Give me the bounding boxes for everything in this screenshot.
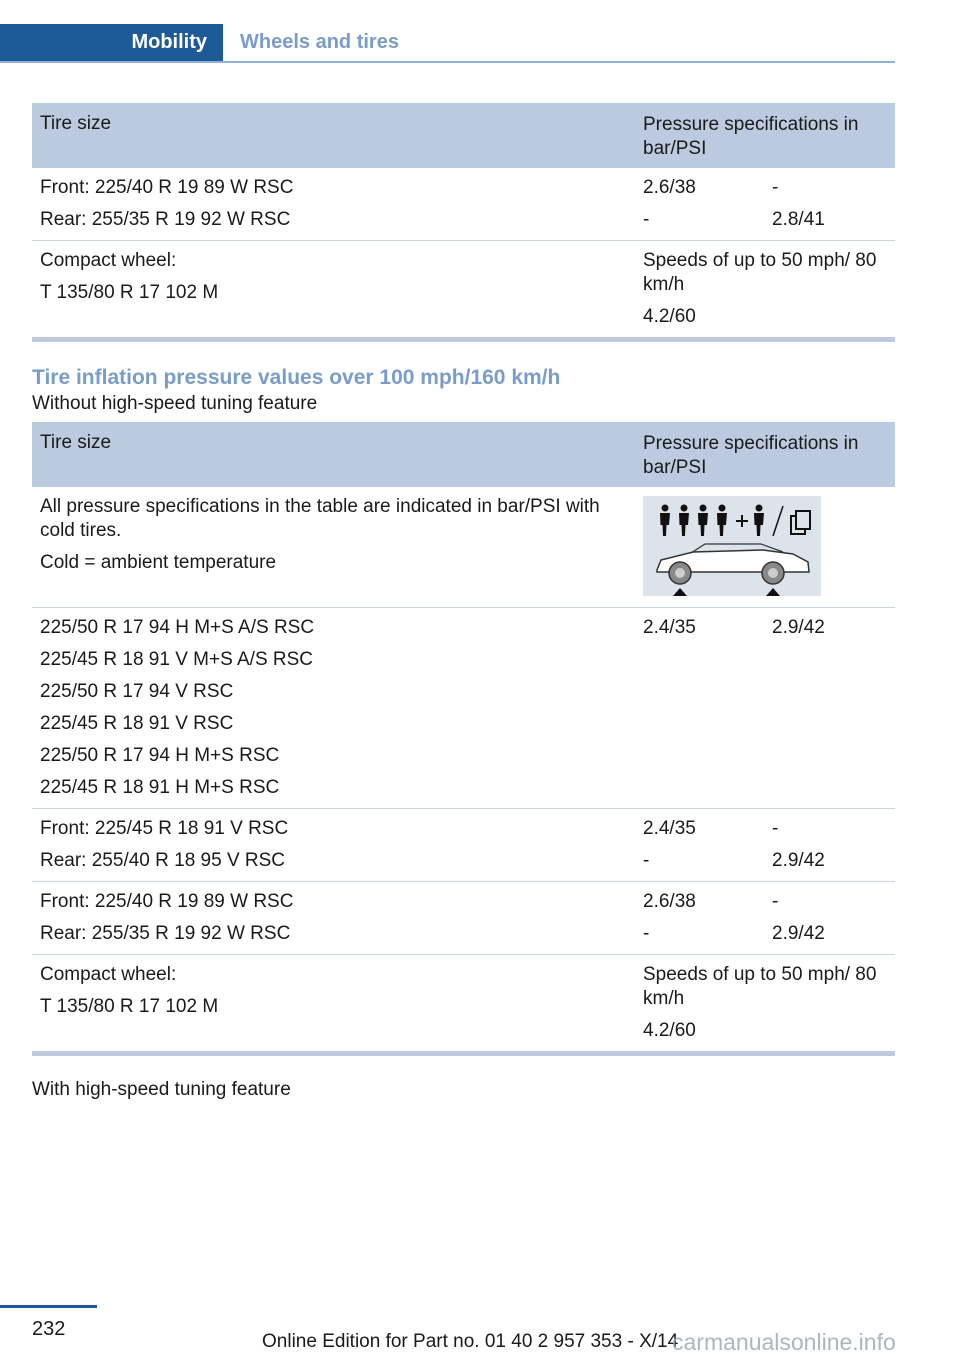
cold-definition-note: Cold = ambient temperature [40, 552, 277, 573]
pressure-table-1 [32, 103, 895, 342]
pressure-loaded-cell [772, 817, 892, 881]
tire-size-line: T 135/80 R 17 102 M [40, 282, 219, 303]
tire-size-line: Front: 225/45 R 18 91 V RSC [40, 818, 289, 839]
table-row [32, 168, 895, 241]
table-row [32, 809, 895, 882]
compact-wheel-pressure-cell [643, 963, 888, 1051]
edition-footer: Online Edition for Part no. 01 40 2 957 353 - X/14 [262, 1331, 679, 1352]
pressure-loaded-cell [772, 616, 892, 648]
pressure-normal-cell [643, 176, 763, 240]
table-bottom-rule [32, 337, 895, 342]
pressure-table-2 [32, 422, 895, 1056]
page-header [0, 24, 895, 62]
table-row [32, 608, 895, 809]
chapter-tab[interactable]: Wheels and tires [240, 31, 399, 53]
watermark: carmanualsonline.info [672, 1329, 896, 1355]
tire-size-line: Compact wheel: [40, 250, 177, 271]
note-cell [40, 495, 630, 583]
pressure-value: - [772, 891, 779, 912]
pressure-value: 2.9/42 [772, 617, 825, 638]
col-tire-size-header: Tire size [40, 113, 112, 134]
tire-size-cell [40, 890, 630, 954]
pressure-value: - [772, 818, 779, 839]
section-heading: Tire inflation pressure values over 100 mph/160 km/h [32, 366, 561, 389]
pressure-value: 2.4/35 [643, 617, 696, 638]
table-row [32, 487, 895, 608]
tire-size-line: 225/45 R 18 91 H M+S RSC [40, 777, 280, 798]
pressure-value: 2.4/35 [643, 818, 696, 839]
page-number-rule [0, 1305, 97, 1308]
table-row [32, 882, 895, 955]
pressure-loaded-cell [772, 890, 892, 954]
subheading-without-tuning: Without high-speed tuning feature [32, 393, 318, 414]
tire-size-line: Rear: 255/35 R 19 92 W RSC [40, 923, 291, 944]
pressure-loaded-cell [772, 176, 892, 240]
pressure-value: - [643, 209, 650, 230]
pressure-value: 4.2/60 [643, 306, 696, 327]
section-tab[interactable] [0, 24, 223, 61]
pressure-normal-cell [643, 616, 763, 648]
subheading-with-tuning: With high-speed tuning feature [32, 1079, 291, 1100]
cold-tires-note: All pressure specifications in the table are indicated in bar/PSI with cold tires. [40, 496, 600, 541]
pressure-value: - [772, 177, 779, 198]
pressure-value: 2.9/42 [772, 850, 825, 871]
pressure-value: 4.2/60 [643, 1020, 696, 1041]
table-row [32, 241, 895, 337]
pressure-value: - [643, 850, 650, 871]
tire-size-cell [40, 249, 630, 313]
tire-size-cell [40, 963, 630, 1027]
pressure-value: - [643, 923, 650, 944]
tire-size-line: Front: 225/40 R 19 89 W RSC [40, 177, 294, 198]
tire-size-line: 225/50 R 17 94 H M+S RSC [40, 745, 280, 766]
load-condition-illustration [643, 496, 821, 596]
tire-size-line: T 135/80 R 17 102 M [40, 996, 219, 1017]
tire-size-line: 225/50 R 17 94 H M+S A/S RSC [40, 617, 315, 638]
tire-size-cell [40, 616, 630, 808]
tire-size-cell [40, 176, 630, 240]
tire-size-line: Compact wheel: [40, 964, 177, 985]
header-divider [0, 61, 895, 63]
table-row [32, 955, 895, 1051]
compact-wheel-pressure-cell [643, 249, 888, 337]
speed-limit-note: Speeds of up to 50 mph/ 80 km/h [643, 964, 877, 1009]
pressure-normal-cell [643, 817, 763, 881]
col-tire-size-header: Tire size [40, 432, 112, 453]
pressure-normal-cell [643, 890, 763, 954]
pressure-value: 2.8/41 [772, 209, 825, 230]
tire-size-line: Rear: 255/35 R 19 92 W RSC [40, 209, 291, 230]
tire-size-line: 225/45 R 18 91 V M+S A/S RSC [40, 649, 314, 670]
tire-size-line: Rear: 255/40 R 18 95 V RSC [40, 850, 286, 871]
table-header [32, 422, 895, 487]
occupants-car-icon [643, 496, 821, 596]
pressure-value: 2.9/42 [772, 923, 825, 944]
table-bottom-rule [32, 1051, 895, 1056]
col-pressure-header: Pressure specifications in bar/PSI [643, 114, 859, 159]
pressure-value: 2.6/38 [643, 891, 696, 912]
section-label: Mobility [131, 31, 207, 53]
speed-limit-note: Speeds of up to 50 mph/ 80 km/h [643, 250, 877, 295]
tire-size-cell [40, 817, 630, 881]
tire-size-line: Front: 225/40 R 19 89 W RSC [40, 891, 294, 912]
page-number: 232 [32, 1318, 66, 1340]
pressure-value: 2.6/38 [643, 177, 696, 198]
table-header [32, 103, 895, 168]
tire-size-line: 225/45 R 18 91 V RSC [40, 713, 234, 734]
col-pressure-header: Pressure specifications in bar/PSI [643, 433, 859, 478]
tire-size-line: 225/50 R 17 94 V RSC [40, 681, 234, 702]
